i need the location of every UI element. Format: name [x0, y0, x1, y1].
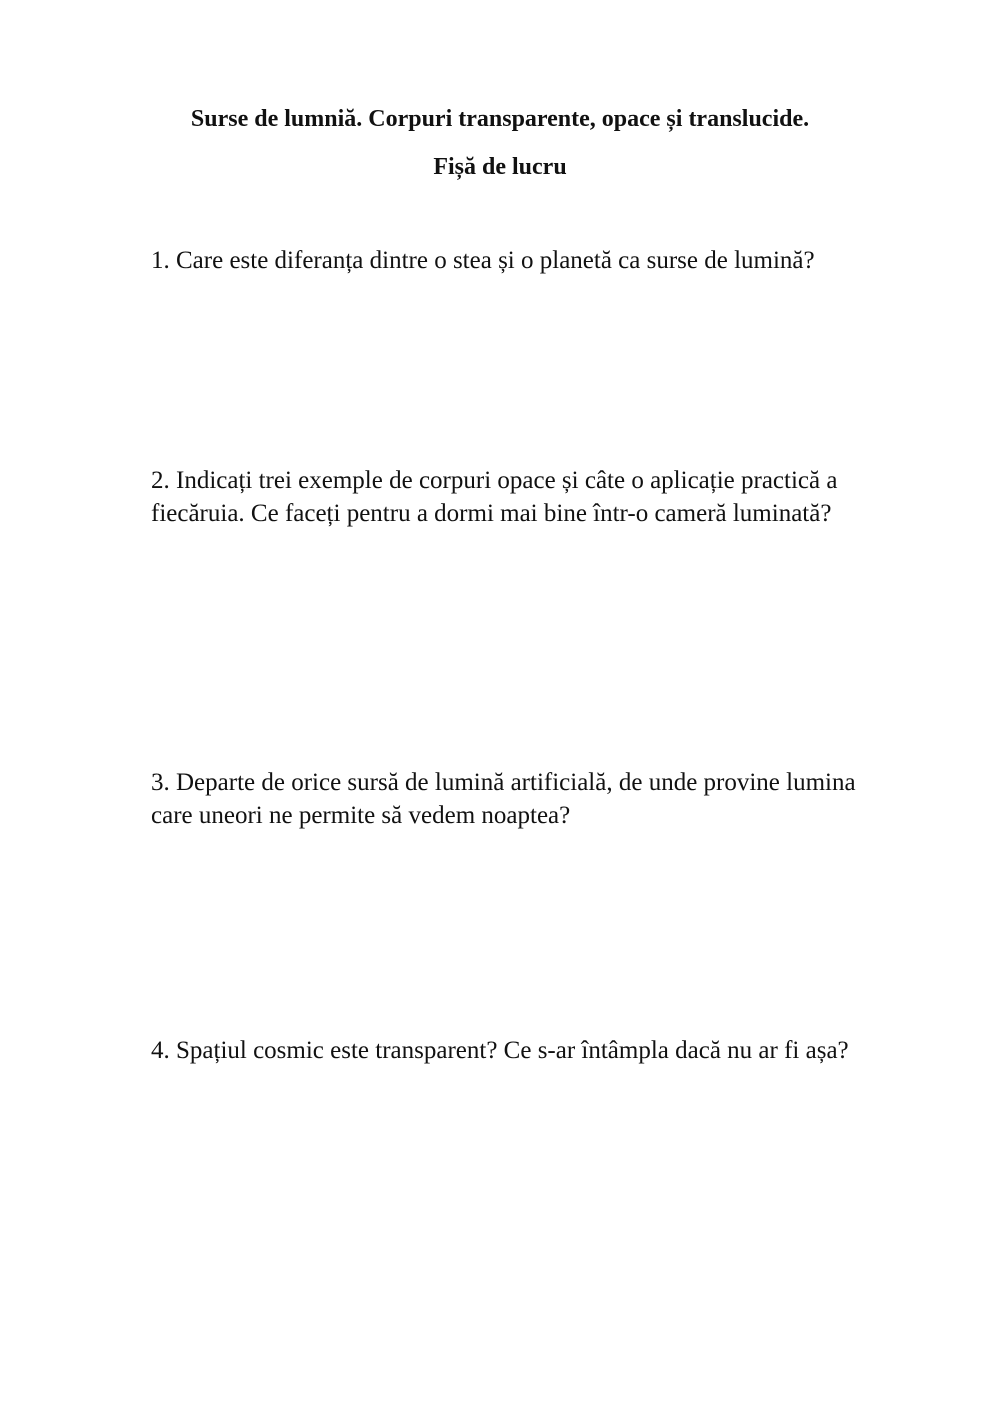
worksheet-subtitle: Fișă de lucru: [433, 154, 567, 180]
question-4: 4. Spațiul cosmic este transparent? Ce s-ar întâmpla dacă nu ar fi așa?: [151, 1037, 849, 1064]
worksheet-title: Surse de lumniă. Corpuri transparente, opace și translucide.: [190, 106, 810, 132]
question-1: 1. Care este diferanța dintre o stea și o planetă ca surse de lumină?: [151, 247, 815, 274]
question-2: 2. Indicați trei exemple de corpuri opace și câte o aplicație practică a fiecăruia. Ce faceți pentru a dormi mai bine într-o cameră luminată?: [151, 467, 838, 527]
question-3: 3. Departe de orice sursă de lumină artificială, de unde provine lumina care uneori ne permite să vedem noaptea?: [151, 769, 856, 829]
